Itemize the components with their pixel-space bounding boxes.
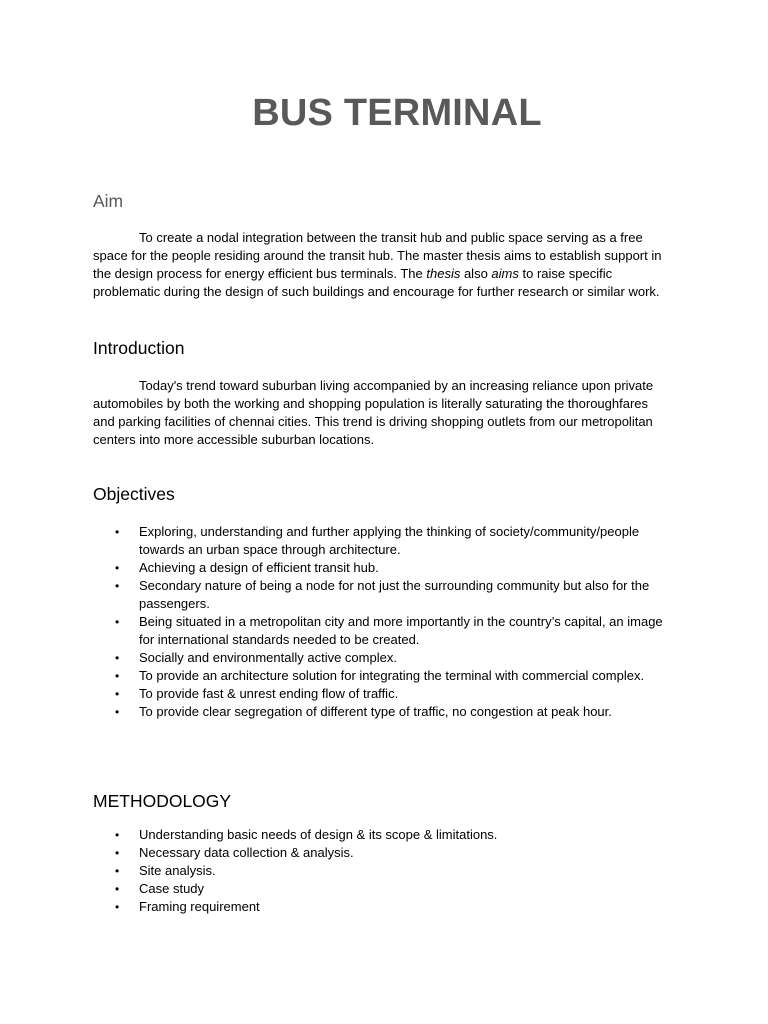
list-item-text: To provide fast & unrest ending flow of traffic. xyxy=(139,686,399,701)
list-item-text: Exploring, understanding and further applying the thinking of society/community/people towards an urban space through architecture. xyxy=(139,524,640,557)
bullet-icon: • xyxy=(115,525,120,539)
list-item-text: To provide an architecture solution for integrating the terminal with commercial complex. xyxy=(139,668,645,683)
list-item xyxy=(93,667,673,685)
list-item xyxy=(93,649,673,667)
bullet-icon: • xyxy=(115,882,120,896)
bullet-icon: • xyxy=(115,864,120,878)
list-item xyxy=(93,577,673,613)
aim-heading: Aim xyxy=(93,191,124,211)
bullet-icon: • xyxy=(115,669,120,683)
list-item-text: Being situated in a metropolitan city and more importantly in the country’s capital, an image for international standards needed to be created. xyxy=(139,614,663,647)
methodology-heading: METHODOLOGY xyxy=(93,791,232,811)
bullet-icon: • xyxy=(115,900,120,914)
list-item xyxy=(93,685,673,703)
list-item xyxy=(93,523,673,559)
aim-text-part1: To create a nodal integration between the transit hub and public space serving as a free space for the people residing around the transit hub. The master thesis aims to establish support in the design process for energy efficient bus terminals. The xyxy=(93,230,662,281)
list-item xyxy=(93,613,673,649)
bullet-icon: • xyxy=(115,687,120,701)
objectives-list xyxy=(93,523,673,721)
list-item-text: Case study xyxy=(139,881,205,896)
list-item-text: Framing requirement xyxy=(139,899,260,914)
list-item-text: Achieving a design of efficient transit hub. xyxy=(139,560,379,575)
bullet-icon: • xyxy=(115,828,120,842)
aim-italic-thesis: thesis xyxy=(426,266,461,281)
bullet-icon: • xyxy=(115,651,120,665)
bullet-icon: • xyxy=(115,846,120,860)
list-item-text: Site analysis. xyxy=(139,863,216,878)
bullet-icon: • xyxy=(115,579,120,593)
aim-text-part3: to raise specific problematic during the design of such buildings and encourage for further research or similar work. xyxy=(93,266,660,299)
list-item xyxy=(93,844,673,862)
page-title: BUS TERMINAL xyxy=(252,92,542,134)
list-item xyxy=(93,898,673,916)
list-item-text: Secondary nature of being a node for not just the surrounding community but also for the passengers. xyxy=(139,578,650,611)
list-item-text: To provide clear segregation of different type of traffic, no congestion at peak hour. xyxy=(139,704,612,719)
objectives-heading: Objectives xyxy=(93,484,175,504)
list-item-text: Socially and environmentally active complex. xyxy=(139,650,397,665)
aim-italic-aims: aims xyxy=(491,266,519,281)
bullet-icon: • xyxy=(115,561,120,575)
list-item xyxy=(93,703,673,721)
methodology-list xyxy=(93,826,673,916)
bullet-icon: • xyxy=(115,705,120,719)
list-item-text: Understanding basic needs of design & its scope & limitations. xyxy=(139,827,498,842)
list-item xyxy=(93,880,673,898)
list-item xyxy=(93,826,673,844)
introduction-heading: Introduction xyxy=(93,338,185,358)
aim-paragraph xyxy=(93,229,673,301)
list-item-text: Necessary data collection & analysis. xyxy=(139,845,354,860)
aim-text-part2: also xyxy=(460,266,492,281)
introduction-paragraph xyxy=(93,377,673,449)
list-item xyxy=(93,862,673,880)
bullet-icon: • xyxy=(115,615,120,629)
introduction-text: Today's trend toward suburban living accompanied by an increasing reliance upon private automobiles by both the working and shopping population is literally saturating the thoroughfares and parking facilities of chennai cities. This trend is driving shopping outlets from our metropolitan centers into more accessible suburban locations. xyxy=(93,378,654,447)
list-item xyxy=(93,559,673,577)
